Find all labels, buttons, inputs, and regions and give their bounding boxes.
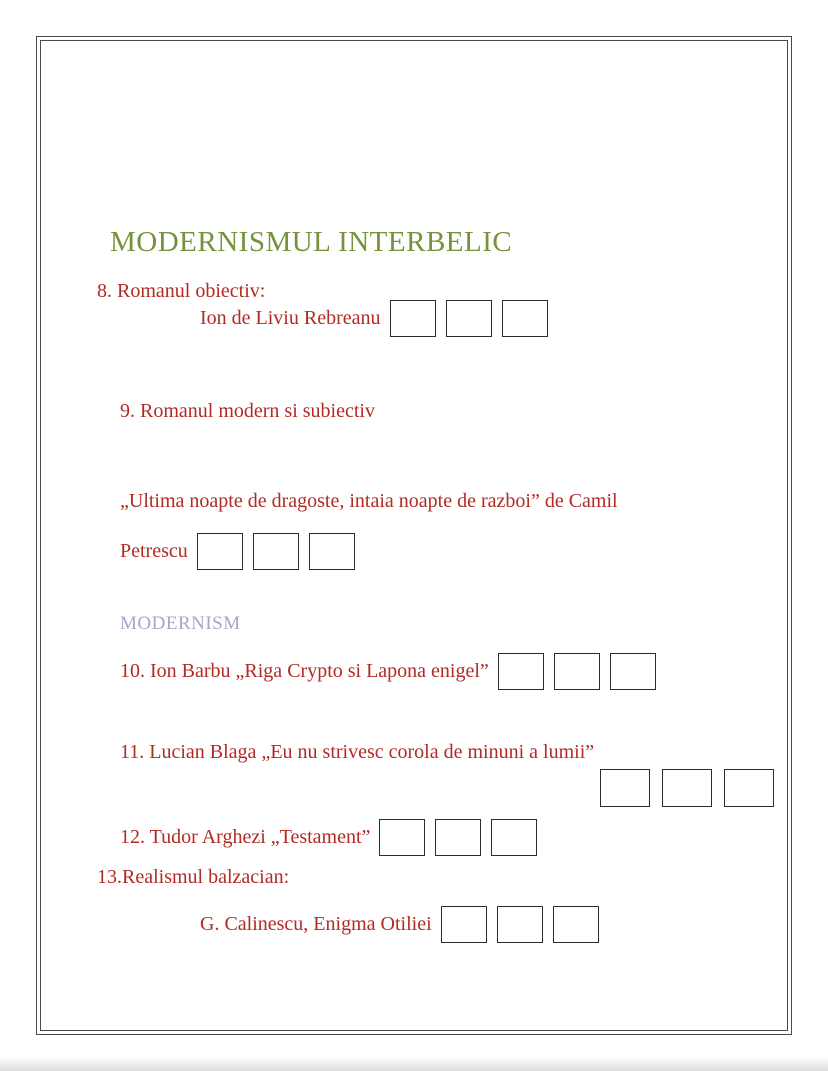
item-8-answer-row	[200, 297, 548, 339]
answer-box	[724, 769, 774, 807]
item-9-quote: „Ultima noapte de dragoste, intaia noapte de razboi” de Camil	[120, 490, 618, 512]
item-13-work-label: G. Calinescu, Enigma Otiliei	[200, 912, 432, 935]
answer-box	[498, 653, 544, 690]
answer-box	[553, 906, 599, 943]
answer-box	[435, 819, 481, 856]
item-10-row	[120, 650, 656, 692]
answer-box	[600, 769, 650, 807]
section-label-modernism: MODERNISM	[120, 613, 241, 634]
answer-box	[390, 300, 436, 337]
answer-box	[491, 819, 537, 856]
item-10-label: 10. Ion Barbu „Riga Crypto si Lapona enigel”	[120, 659, 489, 682]
item-11-label: 11. Lucian Blaga „Eu nu strivesc corola de minuni a lumii”	[120, 741, 595, 763]
item-12-row	[120, 816, 537, 858]
page-bottom-edge	[0, 1057, 828, 1071]
answer-box	[379, 819, 425, 856]
item-8-work-label: Ion de Liviu Rebreanu	[200, 306, 381, 329]
item-13-answer-row	[200, 903, 599, 945]
answer-box	[554, 653, 600, 690]
answer-box	[446, 300, 492, 337]
item-9-answer-row	[120, 530, 355, 572]
answer-box	[497, 906, 543, 943]
item-9-author-label: Petrescu	[120, 539, 188, 562]
item-8-heading: 8. Romanul obiectiv:	[97, 280, 266, 302]
answer-box	[662, 769, 712, 807]
item-13-heading: 13.Realismul balzacian:	[97, 866, 290, 888]
answer-box	[441, 906, 487, 943]
answer-box	[502, 300, 548, 337]
answer-box	[610, 653, 656, 690]
item-12-label: 12. Tudor Arghezi „Testament”	[120, 825, 371, 848]
page-title: MODERNISMUL INTERBELIC	[110, 226, 513, 258]
answer-box	[309, 533, 355, 570]
answer-box	[197, 533, 243, 570]
answer-box	[253, 533, 299, 570]
item-9-heading: 9. Romanul modern si subiectiv	[120, 400, 375, 422]
item-11-answer-row	[600, 767, 774, 809]
